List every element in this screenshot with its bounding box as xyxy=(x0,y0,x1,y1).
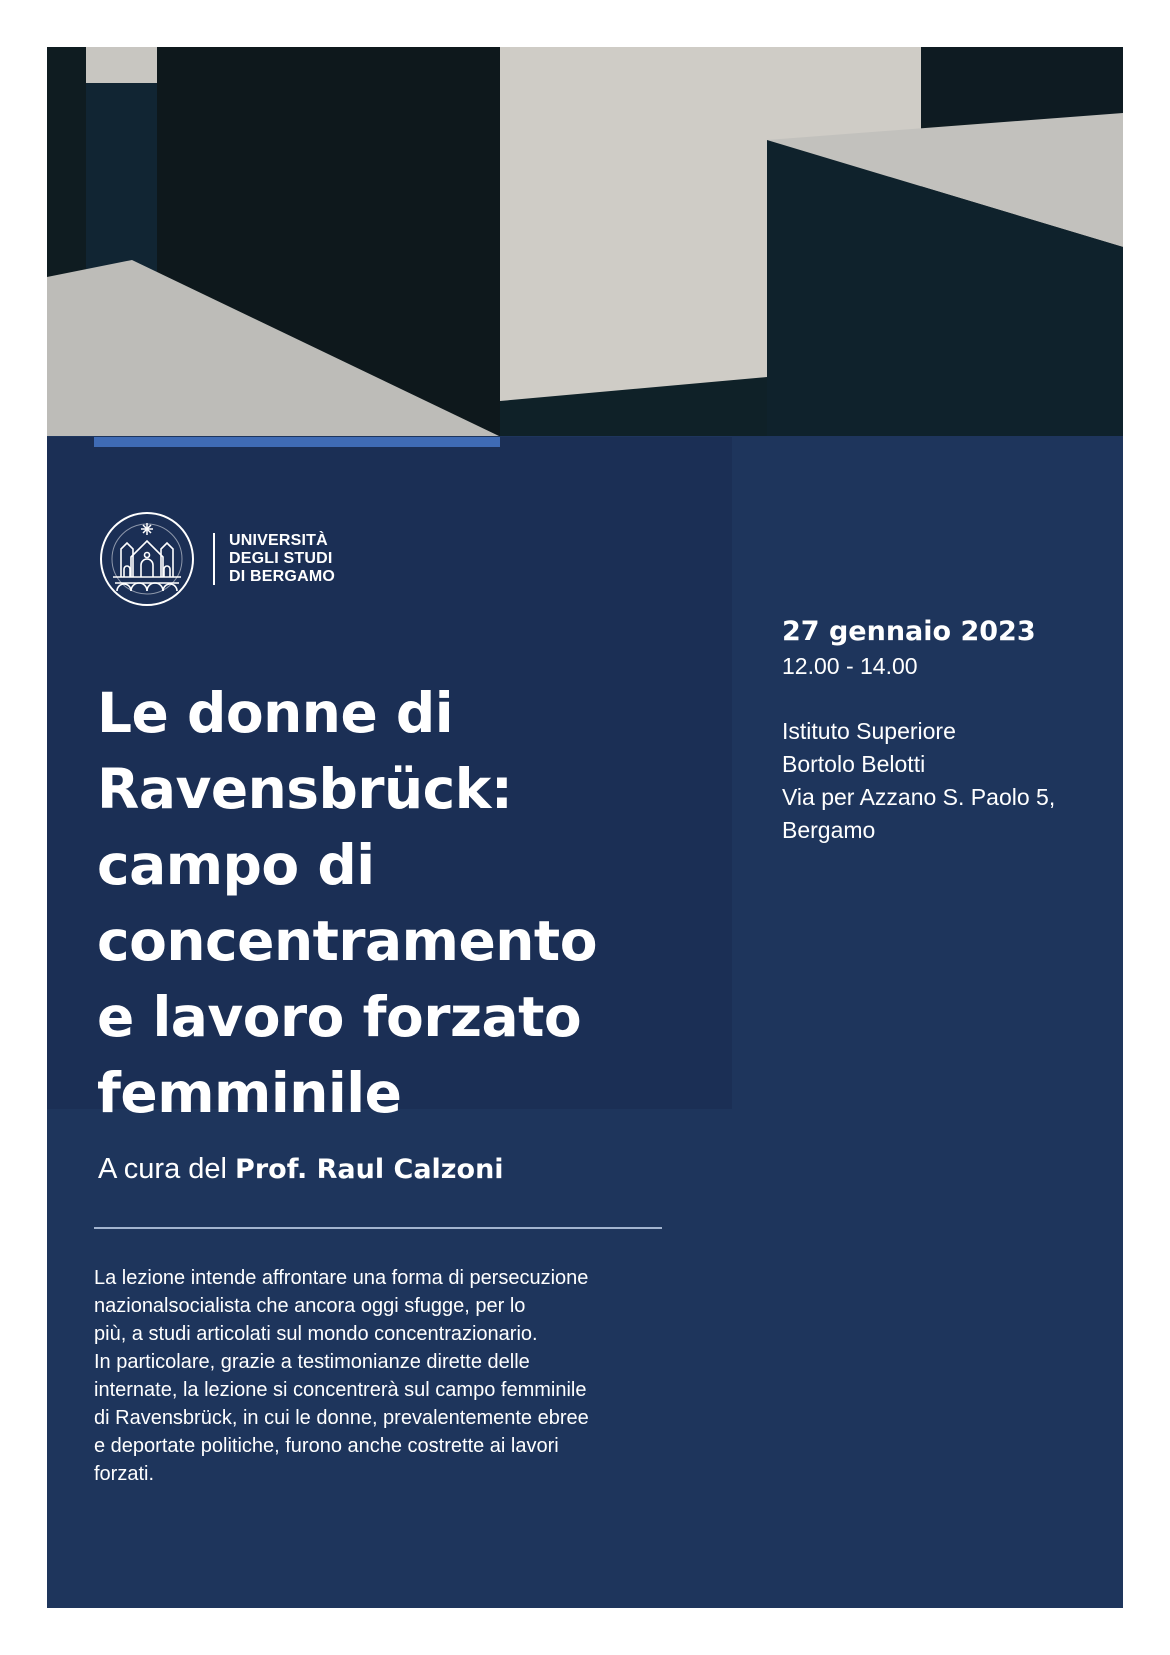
university-name-line: DEGLI STUDI xyxy=(229,550,333,567)
logo-divider xyxy=(213,533,215,585)
venue-line: Bortolo Belotti xyxy=(782,751,926,777)
curator-line xyxy=(98,1153,504,1186)
curator-name: Prof. Raul Calzoni xyxy=(235,1154,504,1185)
event-date: 27 gennaio 2023 xyxy=(782,616,1036,647)
venue-line: Bergamo xyxy=(782,817,876,843)
description-line: In particolare, grazie a testimonianze dirette delle xyxy=(94,1351,530,1373)
venue-line: Via per Azzano S. Paolo 5, xyxy=(782,784,1056,810)
event-title xyxy=(97,675,737,1131)
title-line: concentramento xyxy=(97,909,597,973)
accent-bar xyxy=(94,437,500,447)
title-line: Ravensbrück: xyxy=(97,757,513,821)
event-time: 12.00 - 14.00 xyxy=(782,653,918,679)
description-line: e deportate politiche, furono anche costrette ai lavori xyxy=(94,1435,559,1457)
venue-line: Istituto Superiore xyxy=(782,718,956,744)
university-name-line: DI BERGAMO xyxy=(229,568,335,585)
university-seal-icon xyxy=(95,507,199,611)
title-line: campo di xyxy=(97,833,375,897)
curator-prefix: A cura del xyxy=(98,1153,227,1185)
event-info xyxy=(782,615,1055,847)
title-line: Le donne di xyxy=(97,681,454,745)
title-line: e lavoro forzato xyxy=(97,985,582,1049)
description-line: internate, la lezione si concentrerà sul campo femminile xyxy=(94,1379,587,1401)
description-line: La lezione intende affrontare una forma di persecuzione xyxy=(94,1267,589,1289)
event-venue xyxy=(782,715,1055,847)
university-logo xyxy=(95,507,335,611)
event-description xyxy=(94,1264,694,1488)
header-photo xyxy=(47,47,1123,436)
description-line: di Ravensbrück, in cui le donne, prevalentemente ebree xyxy=(94,1407,589,1429)
description-line: più, a studi articolati sul mondo concentrazionario. xyxy=(94,1323,538,1345)
university-name xyxy=(229,532,335,586)
poster xyxy=(47,47,1123,1608)
description-line: nazionalsocialista che ancora oggi sfugge, per lo xyxy=(94,1295,526,1317)
title-line: femminile xyxy=(97,1061,402,1125)
description-line: forzati. xyxy=(94,1463,155,1485)
university-name-line: UNIVERSITÀ xyxy=(229,532,328,549)
section-divider xyxy=(94,1227,662,1229)
